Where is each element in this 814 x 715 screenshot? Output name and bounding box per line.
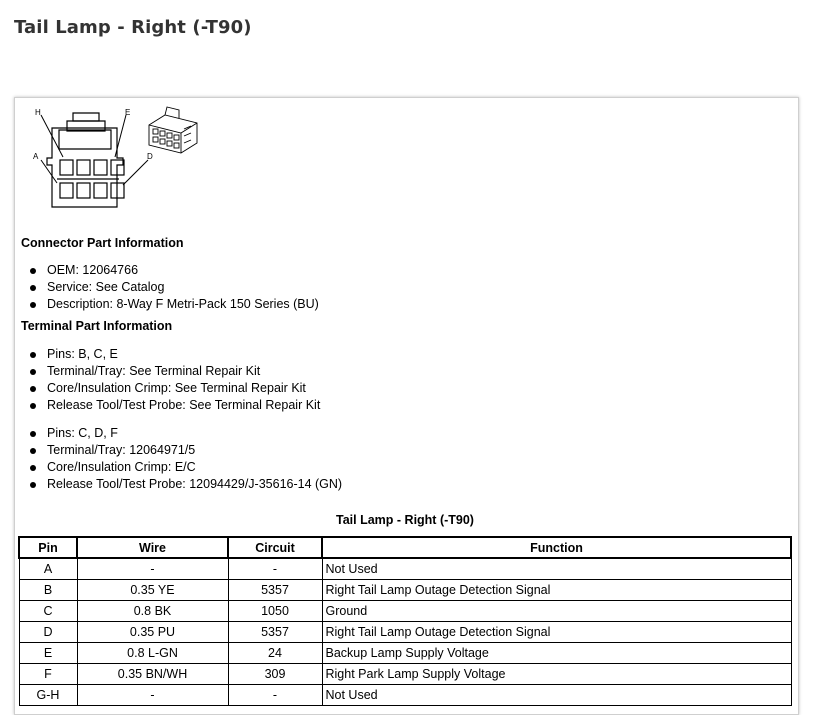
cell-function: Ground [322,601,791,622]
bullet-icon [30,302,36,308]
header-pin: Pin [19,537,77,558]
cell-function: Right Park Lamp Supply Voltage [322,664,791,685]
terminal-info-list-1 [28,346,320,414]
pin-table [18,536,792,706]
list-item: Core/Insulation Crimp: E/C [28,459,342,476]
cell-wire: 0.8 L-GN [77,643,228,664]
list-item: Terminal/Tray: See Terminal Repair Kit [28,363,320,380]
table-row [19,580,791,601]
cell-function: Right Tail Lamp Outage Detection Signal [322,622,791,643]
table-row [19,643,791,664]
list-item: Terminal/Tray: 12064971/5 [28,442,342,459]
bullet-icon [30,352,36,358]
bullet-icon [30,369,36,375]
terminal-info-heading: Terminal Part Information [21,319,173,333]
cell-circuit: 5357 [228,580,322,601]
cell-pin: G-H [19,685,77,706]
list-item: OEM: 12064766 [28,262,319,279]
list-item: Pins: B, C, E [28,346,320,363]
cell-function: Right Tail Lamp Outage Detection Signal [322,580,791,601]
header-wire: Wire [77,537,228,558]
connector-info-heading: Connector Part Information [21,236,184,250]
bullet-icon [30,465,36,471]
table-row [19,601,791,622]
table-row [19,685,791,706]
table-row [19,622,791,643]
cell-circuit: 1050 [228,601,322,622]
table-row [19,664,791,685]
header-function: Function [322,537,791,558]
cell-circuit: 5357 [228,622,322,643]
list-item: Pins: C, D, F [28,425,342,442]
bullet-icon [30,448,36,454]
cell-circuit: 24 [228,643,322,664]
cell-function: Not Used [322,685,791,706]
bullet-icon [30,403,36,409]
list-item: Release Tool/Test Probe: See Terminal Repair Kit [28,397,320,414]
cell-circuit: - [228,685,322,706]
cell-pin: A [19,558,77,580]
bullet-icon [30,285,36,291]
cell-wire: 0.35 PU [77,622,228,643]
list-item: Description: 8-Way F Metri-Pack 150 Series (BU) [28,296,319,313]
cell-pin: E [19,643,77,664]
cell-pin: C [19,601,77,622]
cell-pin: D [19,622,77,643]
terminal-info-list-2 [28,425,342,493]
table-caption: Tail Lamp - Right (-T90) [336,513,474,527]
cell-pin: B [19,580,77,601]
label-a: A [33,152,39,161]
list-item: Core/Insulation Crimp: See Terminal Repair Kit [28,380,320,397]
cell-wire: 0.8 BK [77,601,228,622]
label-e: E [125,108,131,117]
bullet-icon [30,482,36,488]
bullet-icon [30,268,36,274]
list-item: Release Tool/Test Probe: 12094429/J-35616-14 (GN) [28,476,342,493]
bullet-icon [30,431,36,437]
connector-face [47,113,124,207]
table-header-row [19,537,791,558]
cell-pin: F [19,664,77,685]
cell-function: Not Used [322,558,791,580]
cell-wire: - [77,558,228,580]
cell-function: Backup Lamp Supply Voltage [322,643,791,664]
cell-wire: 0.35 YE [77,580,228,601]
cell-wire: 0.35 BN/WH [77,664,228,685]
bullet-icon [30,386,36,392]
table-row [19,558,791,580]
list-item: Service: See Catalog [28,279,319,296]
cell-circuit: 309 [228,664,322,685]
header-circuit: Circuit [228,537,322,558]
connector-info-list [28,262,319,313]
label-d: D [147,152,153,161]
cell-circuit: - [228,558,322,580]
connector-3d-sketch [149,107,197,153]
cell-wire: - [77,685,228,706]
label-h: H [35,108,41,117]
connector-diagram [19,103,204,215]
page-title: Tail Lamp - Right (-T90) [14,17,252,38]
